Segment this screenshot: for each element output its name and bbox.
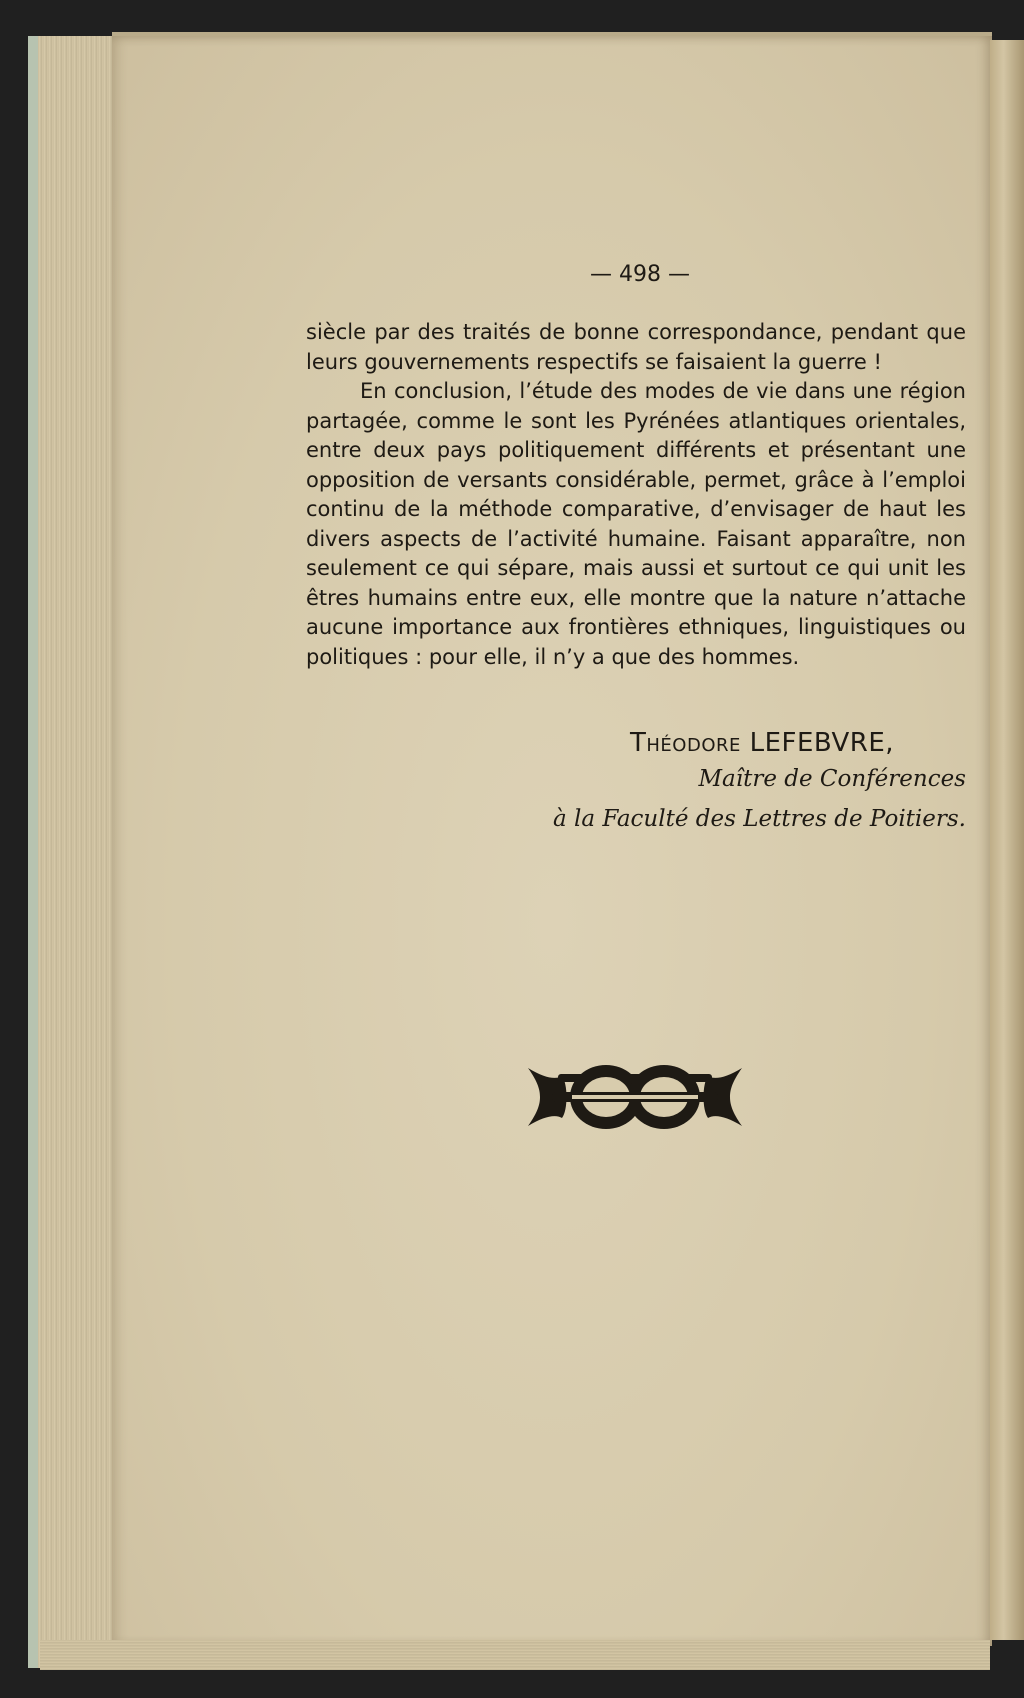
page-edges-stack bbox=[28, 36, 124, 1668]
paragraph-2: En conclusion, l’étude des modes de vie dans une région partagée, comme le sont les Pyrénées atlantiques orientales, entre deux pays politiquement différents et présentant une opposition de versants considérable, permet, grâce à l’emploi continu de la méthode comparative, d’envisager de haut les divers aspects de l’activité humaine. Faisant apparaître, non seulement ce qui sépare, mais aussi et surtout ce qui unit les êtres humains entre eux, elle montre que la nature n’attache aucune importance aux frontières ethniques, linguistiques ou politiques : pour elle, il n’y a que des hommes. bbox=[306, 379, 966, 669]
book-page bbox=[112, 32, 992, 1646]
bottom-page-edge bbox=[40, 1640, 990, 1670]
author-role-line-2: à la Faculté des Lettres de Poitiers. bbox=[553, 806, 966, 832]
author-role-line-1: Maître de Conférences bbox=[698, 766, 966, 792]
decorative-fleuron-icon bbox=[522, 1054, 748, 1140]
body-text bbox=[306, 318, 966, 672]
author-first-name: Théodore bbox=[630, 728, 741, 758]
page-number: — 498 — bbox=[590, 262, 690, 287]
author-name bbox=[630, 728, 894, 758]
paragraph-1: siècle par des traités de bonne correspondance, pendant que leurs gouvernements respectifs se faisaient la guerre ! bbox=[306, 320, 966, 374]
right-page-edge bbox=[990, 40, 1024, 1640]
author-last-name: LEFEBVRE, bbox=[749, 728, 895, 758]
